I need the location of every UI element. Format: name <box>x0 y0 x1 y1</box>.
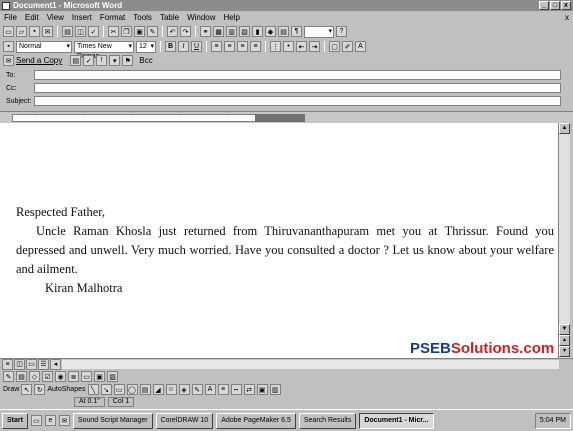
help-icon[interactable]: ? <box>336 26 347 37</box>
increase-indent-icon[interactable]: ⇥ <box>309 41 320 52</box>
insert-table-icon[interactable]: ▥ <box>226 26 237 37</box>
subject-row <box>0 95 573 107</box>
draw-menu-button[interactable]: Draw <box>3 386 20 393</box>
autoshapes-button[interactable]: AutoShapes <box>47 386 86 393</box>
copy-icon[interactable]: ❐ <box>121 26 132 37</box>
document-map-icon[interactable]: ▤ <box>278 26 289 37</box>
menu-insert[interactable]: Insert <box>71 12 92 22</box>
importance-icon[interactable]: ! <box>96 55 107 66</box>
menu-edit[interactable]: Edit <box>24 12 39 22</box>
underline-icon[interactable]: U <box>191 41 202 52</box>
window-title: Document1 - Microsoft Word <box>13 1 123 10</box>
image-icon[interactable]: ▨ <box>107 371 118 382</box>
word-app-icon <box>2 2 10 10</box>
menu-tools[interactable]: Tools <box>133 12 152 22</box>
highlight-icon[interactable]: ✐ <box>342 41 353 52</box>
3d-icon[interactable]: ▥ <box>270 384 281 395</box>
font-color-icon[interactable]: A <box>355 41 366 52</box>
document-area[interactable] <box>0 123 558 358</box>
spelling-icon[interactable]: ✓ <box>88 26 99 37</box>
task-coreldraw[interactable]: CorelDRAW 10 <box>156 413 214 429</box>
subject-input[interactable] <box>34 96 561 106</box>
send-icon: ✉ <box>3 55 14 66</box>
taskbar <box>0 409 573 431</box>
quicklaunch-desktop-icon[interactable]: ▭ <box>31 415 42 426</box>
email-icon[interactable]: ✉ <box>42 26 53 37</box>
task-sound-script[interactable]: Sound Script Manager <box>73 413 153 429</box>
to-input[interactable] <box>34 70 561 80</box>
menu-file[interactable]: File <box>4 12 17 22</box>
properties-icon[interactable]: ▤ <box>16 371 27 382</box>
bold-icon[interactable]: B <box>165 41 176 52</box>
justify-icon[interactable]: ≡ <box>250 41 261 52</box>
toolbar-separator <box>57 26 58 37</box>
status-column: Col 1 <box>108 397 134 407</box>
toolbar-separator <box>162 26 163 37</box>
menu-bar <box>0 11 573 23</box>
minimize-button[interactable]: _ <box>539 1 549 10</box>
print-layout-icon[interactable]: ▭ <box>26 359 37 370</box>
document-close-button[interactable]: x <box>565 12 569 22</box>
redo-icon[interactable]: ↷ <box>180 26 191 37</box>
options-icon[interactable]: ▾ <box>109 55 120 66</box>
maximize-button[interactable]: □ <box>550 1 560 10</box>
zoom-select[interactable] <box>304 26 334 38</box>
watermark-part2: Solutions.com <box>450 340 555 357</box>
mail-toolbar <box>0 54 573 67</box>
option-icon[interactable]: ◉ <box>55 371 66 382</box>
toolbar-separator <box>324 41 325 52</box>
letter-text <box>16 203 554 298</box>
style-icon: ▪ <box>3 41 14 52</box>
submit-icon[interactable]: ▣ <box>94 371 105 382</box>
scroll-up-icon[interactable]: ▲ <box>559 123 570 134</box>
rectangle-icon[interactable]: ▭ <box>114 384 125 395</box>
web-tools-bar <box>0 370 573 383</box>
textbox-icon[interactable]: ▭ <box>81 371 92 382</box>
wordart-icon[interactable]: ◢ <box>153 384 164 395</box>
checkbox-icon[interactable]: ☑ <box>42 371 53 382</box>
web-view-icon[interactable]: ◫ <box>14 359 25 370</box>
to-label[interactable]: To: <box>6 71 16 79</box>
columns-icon[interactable]: ▮ <box>252 26 263 37</box>
undo-icon[interactable]: ↶ <box>167 26 178 37</box>
show-hide-icon[interactable]: ¶ <box>291 26 302 37</box>
toolbar-separator <box>265 41 266 52</box>
address-book-icon[interactable]: ▤ <box>70 55 81 66</box>
drawing-icon[interactable]: ◆ <box>265 26 276 37</box>
cut-icon[interactable]: ✂ <box>108 26 119 37</box>
hyperlink-icon[interactable]: ⚭ <box>200 26 211 37</box>
rotate-icon[interactable]: ↻ <box>34 384 45 395</box>
drawing-toolbar <box>0 383 573 396</box>
oval-icon[interactable]: ◯ <box>127 384 138 395</box>
cc-label[interactable]: Cc: <box>6 84 17 92</box>
menu-table[interactable]: Table <box>159 12 180 22</box>
next-page-icon[interactable]: ▾ <box>559 346 570 357</box>
toolbar-separator <box>103 26 104 37</box>
new-document-icon[interactable]: ▭ <box>3 26 14 37</box>
horizontal-scrollbar <box>0 358 573 369</box>
standard-toolbar <box>0 24 573 39</box>
send-copy-button[interactable]: Send a Copy <box>16 56 63 65</box>
arrow-style-icon[interactable]: ⇄ <box>244 384 255 395</box>
close-button[interactable]: x <box>561 1 571 10</box>
toolbar-separator <box>195 26 196 37</box>
menu-window[interactable]: Window <box>187 12 216 22</box>
print-icon[interactable]: ▤ <box>62 26 73 37</box>
arrow-icon[interactable]: ↘ <box>101 384 112 395</box>
paste-icon[interactable]: ▣ <box>134 26 145 37</box>
task-word[interactable]: Document1 - Micr... <box>359 413 433 429</box>
tables-borders-icon[interactable]: ▦ <box>213 26 224 37</box>
prev-page-icon[interactable]: ▴ <box>559 335 570 346</box>
window-controls <box>539 1 573 10</box>
border-icon[interactable]: ▢ <box>329 41 340 52</box>
decrease-indent-icon[interactable]: ⇤ <box>296 41 307 52</box>
task-pagemaker[interactable]: Adobe PageMaker 6.5 <box>216 413 296 429</box>
select-objects-icon[interactable]: ↖ <box>21 384 32 395</box>
watermark <box>410 340 554 357</box>
status-bar <box>0 396 573 408</box>
save-icon[interactable]: ▪ <box>29 26 40 37</box>
menu-format[interactable]: Format <box>99 12 126 22</box>
start-button[interactable]: Start <box>2 413 28 429</box>
italic-icon[interactable]: I <box>178 41 189 52</box>
numbering-icon[interactable]: ⋮ <box>270 41 281 52</box>
scroll-left-icon[interactable]: ◂ <box>50 359 61 370</box>
cc-input[interactable] <box>34 83 561 93</box>
menu-help[interactable]: Help <box>223 12 240 22</box>
system-tray-clock: 5:04 PM <box>535 413 571 429</box>
letter-signature: Kiran Malhotra <box>45 281 123 295</box>
subject-label: Subject: <box>6 97 32 105</box>
letter-salutation: Respected Father, <box>16 205 106 219</box>
cc-row <box>0 82 573 94</box>
normal-view-icon[interactable]: ≡ <box>2 359 13 370</box>
fill-color-icon[interactable]: ◈ <box>179 384 190 395</box>
to-row <box>0 69 573 81</box>
insert-excel-icon[interactable]: ▧ <box>239 26 250 37</box>
bullets-icon[interactable]: • <box>283 41 294 52</box>
line-icon[interactable]: ╲ <box>88 384 99 395</box>
clipart-icon[interactable]: ☺ <box>167 386 175 393</box>
flag-icon[interactable]: ⚑ <box>122 55 133 66</box>
title-bar <box>0 0 573 11</box>
open-folder-icon[interactable]: ▱ <box>16 26 27 37</box>
align-center-icon[interactable]: ≡ <box>224 41 235 52</box>
formatting-toolbar <box>0 39 573 54</box>
shadow-icon[interactable]: ▣ <box>257 384 268 395</box>
font-select[interactable]: Times New ▾ <box>74 41 134 53</box>
print-preview-icon[interactable]: ◫ <box>75 26 86 37</box>
font-size-select[interactable]: 12 ▾ <box>136 41 156 53</box>
ruler-scale: · · · · · <box>12 114 302 122</box>
ruler-margin-shade <box>255 114 305 122</box>
style-select[interactable]: Normal ▾ <box>16 41 72 53</box>
watermark-part1: PSEB <box>410 340 451 357</box>
code-icon[interactable]: ◇ <box>29 371 40 382</box>
task-search[interactable]: Search Results <box>299 413 356 429</box>
quicklaunch-browser-icon[interactable]: e <box>45 415 56 426</box>
bcc-button[interactable]: Bcc <box>139 56 153 65</box>
scroll-down-icon[interactable]: ▼ <box>559 324 570 335</box>
align-left-icon[interactable]: ≡ <box>211 41 222 52</box>
format-painter-icon[interactable]: ✎ <box>147 26 158 37</box>
toolbar-separator <box>160 41 161 52</box>
dash-style-icon[interactable]: ┅ <box>231 384 242 395</box>
outline-view-icon[interactable]: ☰ <box>38 359 49 370</box>
line-style-icon[interactable]: ≡ <box>218 384 229 395</box>
status-position: At 0.1" <box>74 397 105 407</box>
check-names-icon[interactable]: ✓ <box>83 55 94 66</box>
ruler[interactable] <box>0 111 573 123</box>
scroll-track[interactable] <box>62 360 559 369</box>
align-right-icon[interactable]: ≡ <box>237 41 248 52</box>
list-icon[interactable]: ≣ <box>68 371 79 382</box>
menu-view[interactable]: View <box>46 12 64 22</box>
vertical-scrollbar[interactable] <box>558 123 570 358</box>
toolbar-separator <box>206 41 207 52</box>
textbox-draw-icon[interactable]: ▤ <box>140 384 151 395</box>
quicklaunch-outlook-icon[interactable]: ✉ <box>59 415 70 426</box>
font-color-draw-icon[interactable]: A <box>205 384 216 395</box>
letter-body: Uncle Raman Khosla just returned from Thiruvananthapuram met you at Thrissur. Found you depressed and unwell. Very much worried. Have you consulted a doctor ? Let us know about your welfare and ailment. <box>16 224 554 276</box>
line-color-icon[interactable]: ✎ <box>192 384 203 395</box>
design-mode-icon[interactable]: ✎ <box>3 371 14 382</box>
